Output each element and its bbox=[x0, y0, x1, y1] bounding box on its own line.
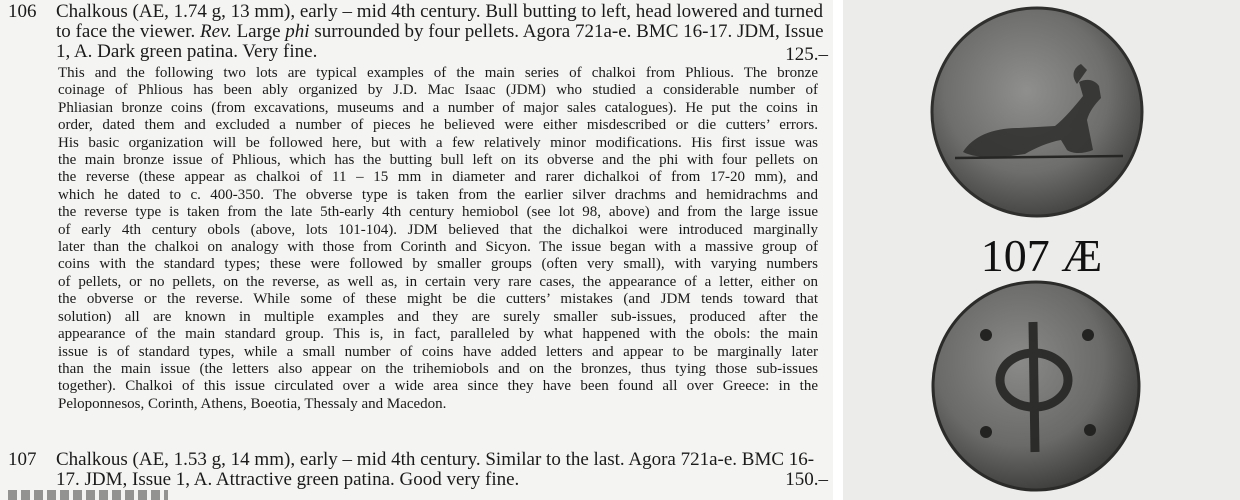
commentary-line: solution) all are known in multiple examples and they are surely smaller sub-issues, produced after the bbox=[58, 308, 818, 325]
commentary-line: the main bronze issue of Phlious, which has the butting bull left on its obverse and the phi with four pellets on bbox=[58, 152, 818, 169]
next-lot-cropped bbox=[0, 490, 833, 500]
coin-obverse bbox=[932, 8, 1142, 216]
commentary-line: of pellets, or no pellets, on the reverse, as well as, in certain very rare cases, the appearance of a letter, either on bbox=[58, 273, 818, 290]
commentary-line: which he dated to c. 400-350. The obverse type is taken from the earlier silver drachms and hemidrachms and bbox=[58, 186, 818, 203]
lot-number: 107 bbox=[8, 449, 37, 470]
commentary-line: the reverse (these appear as chalkoi of 11 – 15 mm in diameter and rarer dichalkoi of from 17-20 mm), and bbox=[58, 169, 818, 186]
commentary-line: issue is of standard types, while a small number of coins have added letters and appear to be marginally later bbox=[58, 343, 818, 360]
coin-plate bbox=[843, 0, 1240, 500]
lot-commentary bbox=[58, 65, 818, 413]
lot-description-text: to face the viewer. bbox=[56, 21, 201, 42]
commentary-line: Phliasian bronze coins (from excavations, museums and a number of major sales catalogues). He put the coins in bbox=[58, 99, 818, 116]
commentary-line: Peloponnesos, Corinth, Athens, Boeotia, Thessaly and Macedon. bbox=[58, 395, 447, 412]
reverse-abbrev: Rev. bbox=[200, 21, 232, 42]
lot-description-line bbox=[56, 22, 828, 42]
commentary-line: coins with the standard types; these were followed by smaller groups (often very small), with varying numbers bbox=[58, 256, 818, 273]
page-gutter bbox=[833, 0, 843, 500]
commentary-line: of early 4th century obols (above, lots 101-104). JDM believed that the dichalkoi were introduced marginally bbox=[58, 221, 818, 238]
commentary-line: together). Chalkoi of this issue circulated over a wide area since they have been found all over Greece: in the bbox=[58, 378, 818, 395]
commentary-line: This and the following two lots are typical examples of the main series of chalkoi from Phlious. The bronze bbox=[58, 65, 818, 81]
lot-description-text: surrounded by four pellets. Agora 721a-e. BMC 16-17. JDM, Issue bbox=[309, 21, 824, 42]
coin-reverse bbox=[933, 282, 1139, 490]
lot-description-text: 17. JDM, Issue 1, A. Attractive green patina. Good very fine. bbox=[56, 469, 520, 490]
commentary-line: than the main issue (the letters also appear on the trihemiobols and on the bronzes, thus tying those sub-issues bbox=[58, 360, 818, 377]
commentary-line: the obverse or the reverse. While some of these might be die cutters’ mistakes (and JDM tends toward that bbox=[58, 291, 818, 308]
lot-number: 106 bbox=[8, 1, 37, 22]
commentary-line: the reverse type is taken from the late 5th-early 4th century hemiobol (see lot 98, above) and from the large issue bbox=[58, 204, 818, 221]
lot-description-text: Large bbox=[231, 21, 286, 42]
commentary-line: appearance of the main standard group. This is, in fact, paralleled by what happened with the obols: the main bbox=[58, 326, 818, 343]
commentary-line: later than the chalkoi on analogy with those from Corinth and Sicyon. The issue began with a massive group of bbox=[58, 239, 818, 256]
lot-description-line bbox=[56, 450, 828, 470]
lot-description-text: Chalkous (AE, 1.53 g, 14 mm), early – mid 4th century. Similar to the last. Agora 721a-e. BMC 16- bbox=[56, 449, 815, 470]
commentary-line: coinage of Phlious has been ably organized by J.D. Mac Isaac (JDM) who studied a considerable number of bbox=[58, 82, 818, 99]
commentary-line: order, dated them and excluded a number of pieces he believed were either misdescribed or die cutters’ errors. bbox=[58, 117, 818, 134]
phi-word: phi bbox=[285, 21, 310, 42]
lot-description-text: 1, A. Dark green patina. Very fine. bbox=[56, 41, 318, 62]
lot-price: 150.– bbox=[785, 469, 828, 490]
lot-price: 125.– bbox=[785, 44, 828, 65]
coin-label: 107 Æ bbox=[980, 230, 1103, 281]
lot-description-line bbox=[56, 2, 828, 22]
commentary-line: His basic organization will be followed here, but with a few relatively minor modifications. His first issue was bbox=[58, 134, 818, 151]
lot-description-text: Chalkous (AE, 1.74 g, 13 mm), early – mid 4th century. Bull butting to left, head lowered and turned bbox=[56, 1, 824, 22]
